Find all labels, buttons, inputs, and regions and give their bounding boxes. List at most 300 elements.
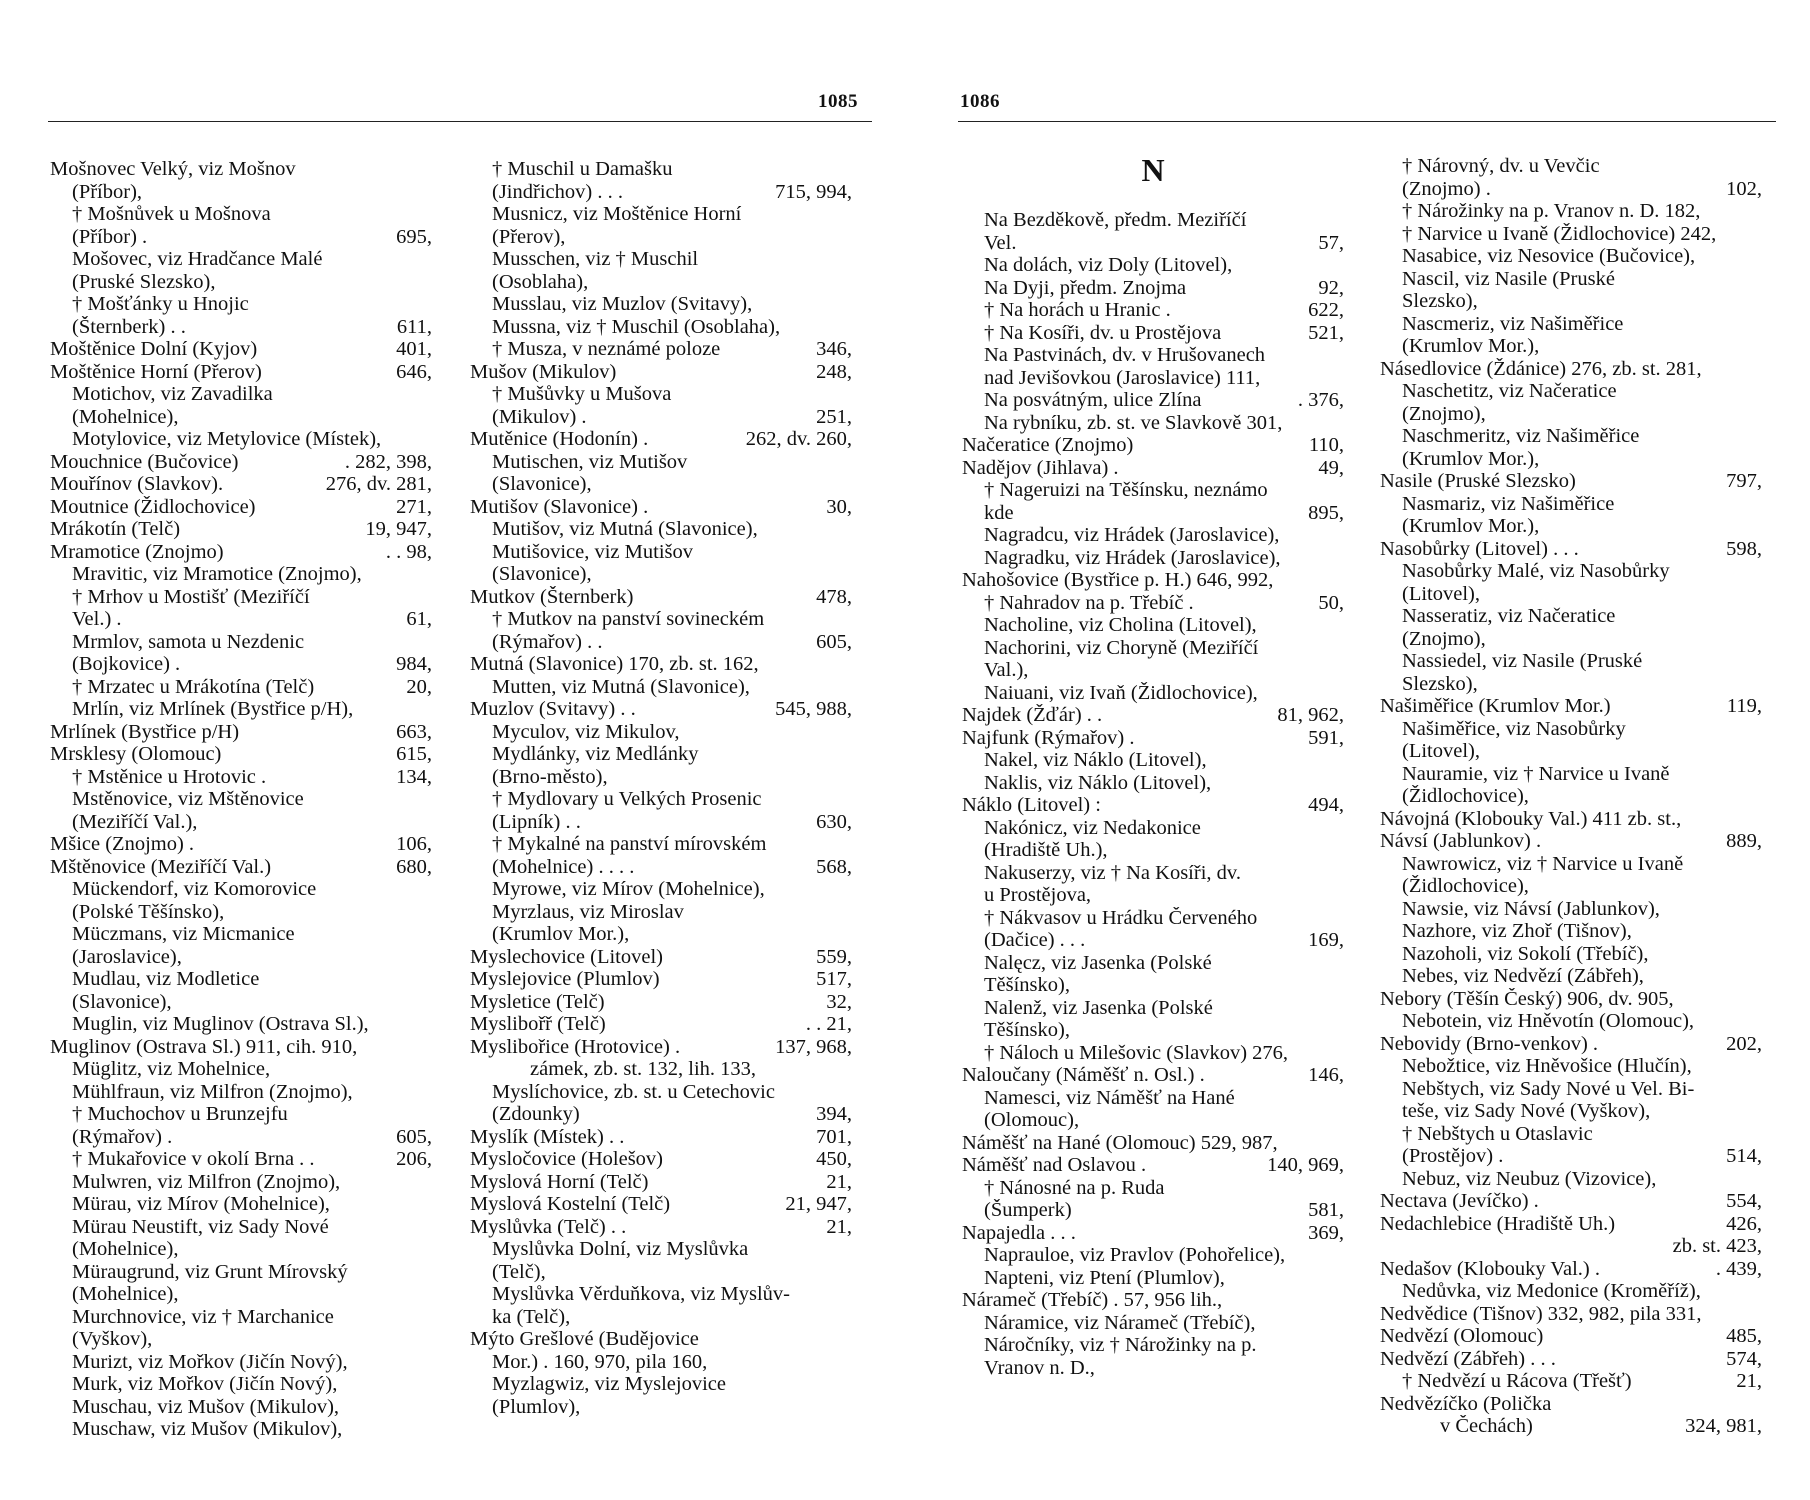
- index-entry: [470, 1103, 852, 1126]
- index-entry: [1380, 200, 1762, 223]
- entry-page-refs: 715, 994,: [775, 180, 852, 203]
- entry-text: Načeratice (Znojmo): [962, 434, 1134, 456]
- index-entry: [1380, 1190, 1762, 1213]
- index-entry: [50, 1171, 432, 1194]
- entry-text: † Mošnůvek u Mošnova: [72, 203, 271, 225]
- index-entry: [1380, 178, 1762, 201]
- index-entry: [50, 338, 432, 361]
- entry-text: Mutischen, viz Mutišov: [492, 450, 688, 473]
- index-entry: [50, 1261, 432, 1284]
- entry-text: Nagradku, viz Hrádek (Jaroslavice),: [984, 546, 1281, 569]
- index-entry: [962, 637, 1344, 660]
- entry-text: Náklo (Litovel) :: [962, 794, 1101, 816]
- index-entry: [470, 1283, 852, 1306]
- entry-text: Nassiedel, viz Nasile (Pruské: [1402, 650, 1643, 672]
- entry-page-refs: 895,: [1308, 501, 1344, 524]
- entry-text: Nebuz, viz Neubuz (Vizovice),: [1402, 1167, 1657, 1190]
- entry-text: (Mikulov) .: [492, 405, 587, 428]
- entry-text: Murchnovice, viz † Marchanice: [72, 1305, 334, 1328]
- entry-text: † Nákvasov u Hrádku Červeného: [984, 906, 1258, 929]
- entry-text: Mysločovice (Holešov): [470, 1148, 663, 1170]
- index-entry: [50, 248, 432, 271]
- entry-page-refs: 110,: [1308, 434, 1344, 456]
- entry-text: (Příbor),: [72, 180, 143, 203]
- entry-text: (Znojmo),: [1402, 627, 1486, 650]
- index-entry: [50, 541, 432, 564]
- entry-text: (Mohelnice),: [72, 1283, 179, 1305]
- entry-text: Nascil, viz Nasile (Pruské: [1402, 267, 1615, 290]
- index-entry: [50, 698, 432, 721]
- section-letter-heading: N: [1141, 152, 1165, 188]
- entry-text: Napteni, viz Ptení (Plumlov),: [984, 1266, 1225, 1289]
- entry-page-refs: . . 98,: [385, 540, 432, 563]
- entry-page-refs: 119,: [1726, 695, 1762, 717]
- entry-text: Myslibořice (Hrotovice) .: [470, 1035, 681, 1058]
- entry-text: Myslůvka Věrduňkova, viz Myslův-: [492, 1283, 790, 1305]
- index-entry: [962, 772, 1344, 795]
- index-entry: [1380, 605, 1762, 628]
- index-entry: [50, 631, 432, 654]
- entry-page-refs: . . 21,: [805, 1013, 852, 1035]
- entry-text: Myslechovice (Litovel): [470, 945, 663, 968]
- entry-text: Nedůvka, viz Medonice (Kroměříž),: [1402, 1280, 1701, 1302]
- entry-text: Mydlánky, viz Medlánky: [492, 743, 699, 765]
- index-entry: [470, 1328, 852, 1351]
- index-entry: [1380, 1168, 1762, 1191]
- entry-text: (Židlochovice),: [1402, 785, 1529, 807]
- entry-page-refs: 581,: [1308, 1199, 1344, 1221]
- entry-page-refs: 450,: [816, 1148, 852, 1170]
- entry-text: (Bojkovice) .: [72, 653, 181, 675]
- index-entry: [50, 923, 432, 946]
- entry-text: Mutná (Slavonice) 170, zb. st. 162,: [470, 653, 759, 675]
- entry-text: Murizt, viz Mořkov (Jičín Nový),: [72, 1350, 348, 1373]
- index-entry: [962, 389, 1344, 412]
- page-number-left: 1085: [818, 91, 858, 112]
- entry-text: Myslík (Místek) . .: [470, 1125, 625, 1148]
- entry-text: (Dačice) . . .: [984, 929, 1086, 951]
- index-entry: [962, 1357, 1344, 1380]
- index-entry: [50, 608, 432, 631]
- index-entry: [50, 271, 432, 294]
- index-entry: [962, 232, 1344, 255]
- index-entry: [962, 299, 1344, 322]
- entry-text: (Znojmo),: [1402, 402, 1486, 425]
- index-entry: [50, 901, 432, 924]
- entry-text: Nazhore, viz Zhoř (Tišnov),: [1402, 920, 1632, 942]
- entry-page-refs: 30,: [826, 495, 852, 518]
- index-entry: [962, 929, 1344, 952]
- index-entry: [470, 1238, 852, 1261]
- index-entry: [470, 1373, 852, 1396]
- entry-text: Na Dyji, předm. Znojma: [984, 276, 1187, 299]
- index-entry: [470, 1126, 852, 1149]
- entry-text: Nectava (Jevíčko) .: [1380, 1190, 1539, 1212]
- entry-page-refs: . 376,: [1297, 389, 1344, 411]
- index-entry: [1380, 1055, 1762, 1078]
- index-entry: [1380, 245, 1762, 268]
- entry-text: (Příbor) .: [72, 225, 148, 248]
- entry-text: Muschau, viz Mušov (Mikulov),: [72, 1395, 340, 1418]
- index-entry: [1380, 1100, 1762, 1123]
- index-entry: [1380, 425, 1762, 448]
- entry-page-refs: 248,: [816, 360, 852, 383]
- index-entry: [50, 1283, 432, 1306]
- entry-text: Náměšť nad Oslavou .: [962, 1154, 1147, 1176]
- entry-text: † Narvice u Ivaně (Židlochovice) 242,: [1402, 222, 1717, 245]
- index-entry: [470, 1351, 852, 1374]
- entry-text: Müglitz, viz Mohelnice,: [72, 1058, 271, 1080]
- index-entry: [1380, 628, 1762, 651]
- index-entry: [50, 451, 432, 474]
- index-entry: [1380, 1303, 1762, 1326]
- entry-text: u Prostějova,: [984, 884, 1092, 906]
- entry-text: Mutěnice (Hodonín) .: [470, 428, 649, 450]
- entry-text: Nakónicz, viz Nedakonice: [984, 816, 1201, 839]
- entry-text: Musnicz, viz Moštěnice Horní: [492, 203, 742, 225]
- entry-text: (Mohelnice),: [72, 1238, 179, 1260]
- index-entry: [1380, 853, 1762, 876]
- index-entry: [1380, 1123, 1762, 1146]
- entry-text: Nedvězí (Olomouc): [1380, 1325, 1544, 1347]
- entry-text: Na Pastvinách, dv. v Hrušovanech: [984, 344, 1266, 366]
- entry-page-refs: 680,: [396, 855, 432, 878]
- index-entry: [962, 457, 1344, 480]
- entry-text: Müczmans, viz Micmanice: [72, 923, 295, 945]
- index-entry: [470, 293, 852, 316]
- index-entry: [1380, 875, 1762, 898]
- entry-text: Napajedla . . .: [962, 1221, 1076, 1244]
- entry-text: † Mykalné na panství mírovském: [492, 833, 767, 855]
- entry-page-refs: 622,: [1308, 299, 1344, 321]
- entry-text: Mückendorf, viz Komorovice: [72, 878, 317, 900]
- index-entry: [1380, 1325, 1762, 1348]
- index-entry: [1380, 988, 1762, 1011]
- entry-page-refs: 646,: [396, 360, 432, 383]
- index-entry: [470, 361, 852, 384]
- entry-page-refs: 102,: [1726, 177, 1762, 200]
- index-entry: [470, 406, 852, 429]
- entry-text: Návsí (Jablunkov) .: [1380, 830, 1542, 852]
- entry-text: (Litovel),: [1402, 582, 1480, 605]
- index-entry: [470, 451, 852, 474]
- entry-text: (Lipník) . .: [492, 810, 581, 833]
- index-entry: [50, 1216, 432, 1239]
- entry-page-refs: 50,: [1318, 591, 1344, 614]
- entry-text: Mutišov (Slavonice) .: [470, 495, 649, 518]
- entry-page-refs: 32,: [826, 990, 852, 1013]
- index-entry: [962, 862, 1344, 885]
- entry-text: Těšínsko),: [984, 974, 1070, 996]
- entry-text: Myculov, viz Mikulov,: [492, 720, 680, 743]
- index-entry: [470, 991, 852, 1014]
- index-entry: [962, 434, 1344, 457]
- index-entry: [1380, 290, 1762, 313]
- entry-text: Nauramie, viz † Narvice u Ivaně: [1402, 762, 1670, 785]
- entry-page-refs: 324, 981,: [1685, 1415, 1762, 1437]
- index-entry: [1380, 785, 1762, 808]
- index-entry: [962, 344, 1344, 367]
- entry-text: (Rýmařov) . .: [492, 630, 603, 653]
- entry-text: (Slavonice),: [492, 473, 592, 495]
- index-entry: [470, 1396, 852, 1419]
- entry-text: Náramice, viz Náramеč (Třebíč),: [984, 1311, 1256, 1334]
- index-entry: [50, 181, 432, 204]
- index-entry: [50, 1351, 432, 1374]
- entry-text: Násedlovice (Ždánice) 276, zb. st. 281,: [1380, 357, 1702, 380]
- index-entry: [470, 248, 852, 271]
- index-entry: [962, 907, 1344, 930]
- entry-page-refs: 369,: [1308, 1221, 1344, 1244]
- index-entry: [50, 766, 432, 789]
- index-entry: [470, 1081, 852, 1104]
- index-entry: [1380, 268, 1762, 291]
- entry-text: Mrmlov, samota u Nezdenic: [72, 630, 305, 653]
- entry-text: Mšice (Znojmo) .: [50, 833, 195, 855]
- index-entry: [962, 1267, 1344, 1290]
- index-entry: [470, 811, 852, 834]
- index-entry: [470, 181, 852, 204]
- entry-text: Mravitic, viz Mramotice (Znojmo),: [72, 563, 362, 585]
- entry-page-refs: 140, 969,: [1267, 1154, 1344, 1176]
- entry-text: Mštěnovice (Meziříčí Val.): [50, 855, 272, 878]
- index-entry: [962, 1312, 1344, 1335]
- index-entry: [470, 1013, 852, 1036]
- entry-text: (Mohelnice),: [72, 405, 179, 428]
- entry-text: Muglinov (Ostrava Sl.) 911, cih. 910,: [50, 1035, 358, 1058]
- index-entry: [470, 226, 852, 249]
- index-entry: [470, 1148, 852, 1171]
- index-entry: [1380, 830, 1762, 853]
- entry-text: Nasseratiz, viz Načeratice: [1402, 605, 1616, 627]
- index-entry: [50, 1013, 432, 1036]
- index-column-4: [1380, 155, 1762, 1438]
- entry-text: Mrlínek (Bystřice p/H): [50, 720, 240, 743]
- entry-text: Nawsie, viz Návsí (Jablunkov),: [1402, 897, 1660, 920]
- entry-page-refs: 137, 968,: [775, 1035, 852, 1058]
- index-entry: [1380, 1010, 1762, 1033]
- entry-text: † Nebštych u Otaslavic: [1402, 1122, 1593, 1145]
- entry-text: (Prostějov) .: [1402, 1145, 1504, 1167]
- index-entry: [1380, 943, 1762, 966]
- entry-text: Vel.: [984, 231, 1017, 254]
- index-entry: [962, 952, 1344, 975]
- entry-page-refs: 605,: [396, 1125, 432, 1148]
- entry-text: (Telč),: [492, 1260, 546, 1283]
- entry-text: Nalęcz, viz Jasenka (Polské: [984, 951, 1212, 974]
- entry-page-refs: 984,: [396, 653, 432, 675]
- index-entry: [470, 563, 852, 586]
- entry-page-refs: 574,: [1726, 1347, 1762, 1370]
- index-entry: [1380, 920, 1762, 943]
- entry-page-refs: 276, dv. 281,: [325, 473, 432, 495]
- index-entry: [962, 1154, 1344, 1177]
- index-entry: [50, 1036, 432, 1059]
- index-entry: [1380, 740, 1762, 763]
- index-entry: [50, 361, 432, 384]
- index-entry: [962, 884, 1344, 907]
- entry-page-refs: 889,: [1726, 830, 1762, 852]
- entry-text: † Nárovný, dv. u Vevčic: [1402, 155, 1600, 177]
- index-entry: [962, 569, 1344, 592]
- index-entry: [962, 1132, 1344, 1155]
- entry-page-refs: 202,: [1726, 1032, 1762, 1055]
- entry-text: † Mstěnice u Hrotovic .: [72, 765, 267, 788]
- index-entry: [1380, 898, 1762, 921]
- entry-page-refs: 271,: [396, 495, 432, 518]
- entry-text: Naschmeritz, viz Našiměřice: [1402, 425, 1640, 447]
- entry-page-refs: 554,: [1726, 1190, 1762, 1212]
- entry-page-refs: 21,: [826, 1170, 852, 1193]
- entry-text: Müraugrund, viz Grunt Mírovský: [72, 1260, 348, 1283]
- entry-text: Nadějov (Jihlava) .: [962, 456, 1119, 479]
- entry-page-refs: 485,: [1726, 1325, 1762, 1347]
- entry-page-refs: 514,: [1726, 1145, 1762, 1167]
- entry-text: (Krumlov Mor.),: [1402, 515, 1540, 537]
- index-entry: [1380, 515, 1762, 538]
- index-entry: [50, 1058, 432, 1081]
- entry-text: Muzlov (Svitavy) . .: [470, 698, 636, 720]
- index-entry: [1380, 1258, 1762, 1281]
- index-entry: [962, 1334, 1344, 1357]
- entry-text: † Mušůvky u Mušova: [492, 383, 672, 405]
- entry-text: (Brno-město),: [492, 765, 608, 788]
- entry-text: Nakuserzy, viz † Na Kosíři, dv.: [984, 861, 1241, 884]
- entry-text: Nedvězíčko (Polička: [1380, 1392, 1552, 1415]
- entry-text: Nachorini, viz Choryně (Meziříčí: [984, 636, 1259, 659]
- index-entry: [962, 1109, 1344, 1132]
- entry-page-refs: 169,: [1308, 929, 1344, 951]
- entry-text: † Mošťánky u Hnojic: [72, 293, 249, 315]
- index-entry: [50, 743, 432, 766]
- index-entry: [962, 659, 1344, 682]
- index-entry: [962, 614, 1344, 637]
- entry-text: † Nárožinky na p. Vranov n. D. 182,: [1402, 200, 1701, 222]
- index-entry: [470, 338, 852, 361]
- entry-text: † Nahradov na p. Třebíč .: [984, 591, 1194, 614]
- index-column-2: [470, 158, 852, 1418]
- index-entry: [470, 541, 852, 564]
- index-entry: [962, 524, 1344, 547]
- index-entry: [50, 203, 432, 226]
- entry-text: Myslůvka (Telč) . .: [470, 1215, 627, 1238]
- index-entry: [962, 479, 1344, 502]
- index-entry: [470, 1058, 852, 1081]
- entry-text: (Krumlov Mor.),: [1402, 335, 1540, 357]
- entry-text: † Mukařovice v okolí Brna . .: [72, 1148, 315, 1170]
- index-entry: [1380, 808, 1762, 831]
- entry-text: Mrsklesy (Olomouc): [50, 743, 222, 765]
- entry-text: Myrzlaus, viz Miroslav: [492, 900, 684, 923]
- entry-page-refs: 494,: [1308, 794, 1344, 816]
- entry-text: Naiuani, viz Ivaň (Židlochovice),: [984, 681, 1258, 704]
- index-entry: [470, 743, 852, 766]
- entry-text: (Vyškov),: [72, 1328, 153, 1350]
- entry-text: Musschen, viz † Muschil: [492, 248, 699, 270]
- entry-text: (Osoblaha),: [492, 270, 589, 293]
- entry-text: Mramotice (Znojmo): [50, 540, 224, 563]
- index-entry: [470, 608, 852, 631]
- page-number-right: 1086: [960, 91, 1000, 112]
- entry-text: Mušov (Mikulov): [470, 360, 617, 383]
- entry-text: Najdek (Žďár) . .: [962, 704, 1103, 726]
- entry-page-refs: 21,: [1736, 1370, 1762, 1392]
- entry-page-refs: 251,: [816, 405, 852, 428]
- index-entry: [470, 676, 852, 699]
- entry-text: Nawrowicz, viz † Narvice u Ivaně: [1402, 852, 1684, 875]
- entry-text: † Musza, v neznámé poloze: [492, 338, 721, 360]
- index-entry: [1380, 448, 1762, 471]
- entry-text: Myslová Kostelní (Telč): [470, 1193, 671, 1215]
- header-rule-right: [958, 121, 1776, 122]
- entry-page-refs: 517,: [816, 968, 852, 990]
- entry-text: Nedvědice (Tišnov) 332, 982, pila 331,: [1380, 1302, 1702, 1325]
- index-entry: [50, 316, 432, 339]
- entry-text: Nebotein, viz Hněvotín (Olomouc),: [1402, 1010, 1695, 1032]
- entry-page-refs: 92,: [1318, 276, 1344, 299]
- entry-page-refs: 206,: [396, 1148, 432, 1170]
- index-entry: [50, 1193, 432, 1216]
- entry-text: Myslibořř (Telč): [470, 1013, 606, 1035]
- entry-text: Mouchnice (Bučovice): [50, 450, 239, 473]
- index-entry: [1380, 313, 1762, 336]
- entry-text: † Muschil u Damašku: [492, 158, 673, 180]
- index-entry: [50, 383, 432, 406]
- index-entry: [50, 473, 432, 496]
- entry-page-refs: 695,: [396, 225, 432, 248]
- entry-page-refs: 20,: [406, 675, 432, 698]
- entry-text: teše, viz Sady Nové (Vyškov),: [1402, 1100, 1651, 1122]
- entry-text: (Jindřichov) . . .: [492, 180, 623, 203]
- entry-page-refs: 401,: [396, 338, 432, 360]
- index-entry: [50, 1103, 432, 1126]
- index-entry: [50, 406, 432, 429]
- index-entry: [470, 1171, 852, 1194]
- entry-text: Našiměřice (Krumlov Mor.): [1380, 695, 1611, 717]
- entry-text: Mudlau, viz Modletice: [72, 968, 260, 990]
- index-entry: [50, 518, 432, 541]
- index-entry: [470, 698, 852, 721]
- index-entry: [50, 1081, 432, 1104]
- index-entry: [470, 631, 852, 654]
- entry-text: Nalenž, viz Jasenka (Polské: [984, 996, 1213, 1019]
- entry-text: Nasobůrky (Litovel) . . .: [1380, 537, 1579, 560]
- entry-page-refs: 106,: [396, 833, 432, 855]
- index-entry: [470, 923, 852, 946]
- entry-text: v Čechách): [1440, 1415, 1533, 1437]
- index-entry: [50, 878, 432, 901]
- index-entry: [1380, 1213, 1762, 1236]
- index-entry: [470, 158, 852, 181]
- entry-text: Nedvězí (Zábřeh) . . .: [1380, 1347, 1556, 1370]
- entry-text: † Mrzatec u Mrákotína (Telč): [72, 675, 315, 698]
- index-entry: [50, 833, 432, 856]
- entry-text: † Na horách u Hranic .: [984, 299, 1171, 321]
- entry-text: † Mrhov u Mostišť (Meziříčí: [72, 585, 310, 608]
- index-entry: [50, 158, 432, 181]
- entry-text: Náročníky, viz † Nárožinky na p.: [984, 1334, 1257, 1356]
- entry-text: Moutnice (Židlochovice): [50, 495, 256, 518]
- index-entry: [50, 721, 432, 744]
- entry-text: Mürau, viz Mírov (Mohelnice),: [72, 1193, 330, 1215]
- index-entry: [1380, 223, 1762, 246]
- entry-text: Nacholine, viz Cholina (Litovel),: [984, 614, 1257, 636]
- index-column-3: [962, 152, 1344, 1379]
- index-entry: [1380, 673, 1762, 696]
- entry-text: (Plumlov),: [492, 1395, 581, 1418]
- index-entry: [1380, 1415, 1762, 1438]
- entry-text: Nebovidy (Brno-venkov) .: [1380, 1032, 1599, 1055]
